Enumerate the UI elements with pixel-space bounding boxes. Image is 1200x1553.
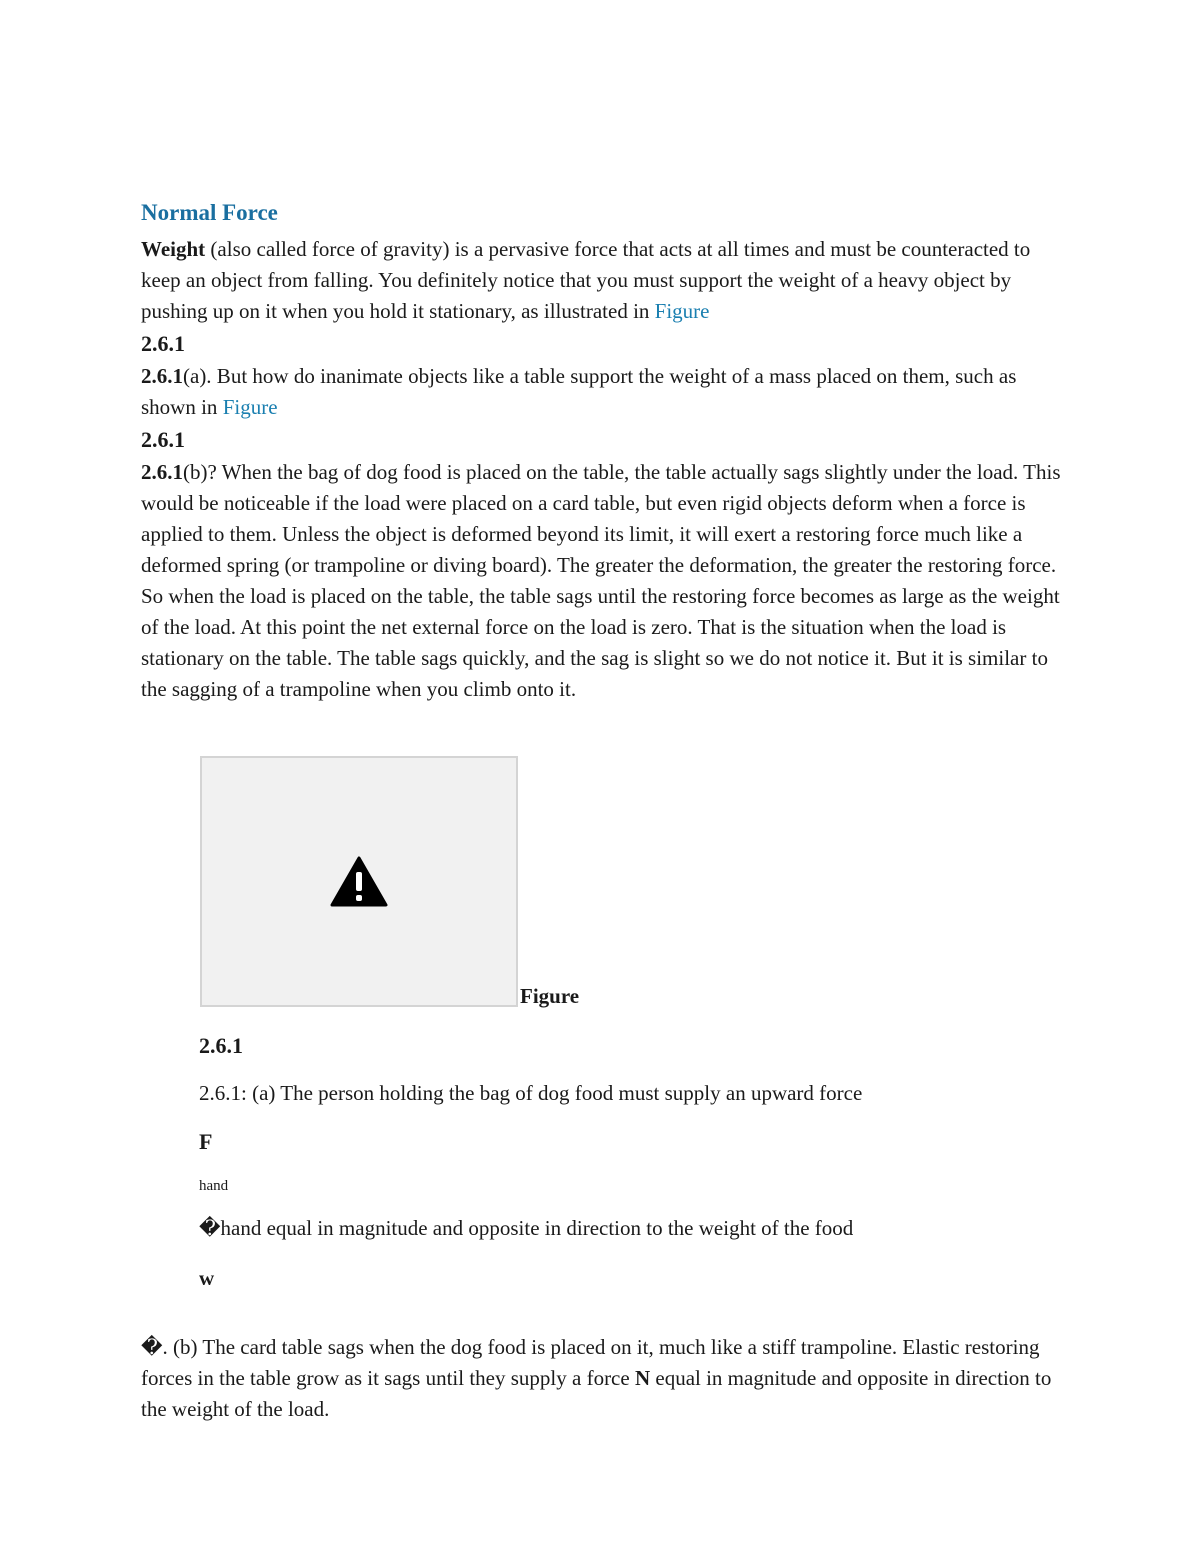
broken-image-placeholder bbox=[200, 756, 518, 1007]
paragraph-table bbox=[141, 361, 1061, 423]
figure-ref-bold: 2.6.1 bbox=[141, 364, 183, 388]
paragraph-weight bbox=[141, 234, 1061, 327]
document-body bbox=[141, 196, 1061, 705]
figure-link[interactable]: Figure bbox=[654, 299, 710, 323]
caption-force-symbol: F bbox=[199, 1129, 213, 1154]
caption-text: 2.6.1: (a) The person holding the bag of dog food must supply an upward force bbox=[199, 1081, 863, 1105]
caption-text: �hand equal in magnitude and opposite in direction to the weight of the food bbox=[199, 1216, 854, 1240]
section-heading: Normal Force bbox=[141, 200, 278, 225]
warning-icon bbox=[330, 856, 388, 908]
figure-label: Figure bbox=[520, 984, 580, 1008]
caption-weight-symbol: w bbox=[199, 1266, 215, 1290]
caption-continuation bbox=[141, 1332, 1061, 1425]
caption-subscript: hand bbox=[199, 1178, 229, 1194]
paragraph-sag-text: (b)? When the bag of dog food is placed on the table, the table actually sags slightly under the load. This would be noticeable if the load were placed on a card table, but even rigid objects deform when a force is applied to them. Unless the object is deformed beyond its limit, it will exert a restoring force much like a deformed spring (or trampoline or diving board). The greater the deformation, the greater the restoring force. So when the load is placed on the table, the table sags until the restoring force becomes as large as the weight of the load. At this point the net external force on the load is zero. That is the situation when the load is stationary on the table. The table sags quickly, and the sag is slight so we do not notice it. But it is similar to the sagging of a trampoline when you climb onto it. bbox=[141, 460, 1061, 701]
figure-ref-bold: 2.6.1 bbox=[141, 460, 183, 484]
figure-container bbox=[200, 756, 580, 1008]
replacement-glyph: � bbox=[141, 1335, 163, 1359]
term-weight: Weight bbox=[141, 237, 206, 261]
figure-number: 2.6.1 bbox=[141, 331, 185, 356]
normal-force-symbol: N bbox=[634, 1366, 651, 1390]
paragraph-sag bbox=[141, 457, 1061, 705]
figure-number: 2.6.1 bbox=[141, 427, 185, 452]
figure-link[interactable]: Figure bbox=[222, 395, 278, 419]
paragraph-weight-text: (also called force of gravity) is a pervasive force that acts at all times and must be counteracted to keep an object from falling. You definitely notice that you must support the weight of a heavy object by pushing up on it when you hold it stationary, as illustrated in bbox=[141, 237, 1031, 323]
caption-continuation-text: equal in magnitude and opposite in direction to the weight of the load. bbox=[141, 1366, 1052, 1421]
caption-continuation-text: . (b) The card table sags when the dog food is placed on it, much like a stiff trampoline. Elastic restoring forces in the table grow as it sags until they supply a force bbox=[141, 1335, 1040, 1390]
paragraph-table-text: (a). But how do inanimate objects like a table support the weight of a mass placed on them, such as shown in bbox=[141, 364, 1017, 419]
caption-number: 2.6.1 bbox=[199, 1033, 243, 1058]
